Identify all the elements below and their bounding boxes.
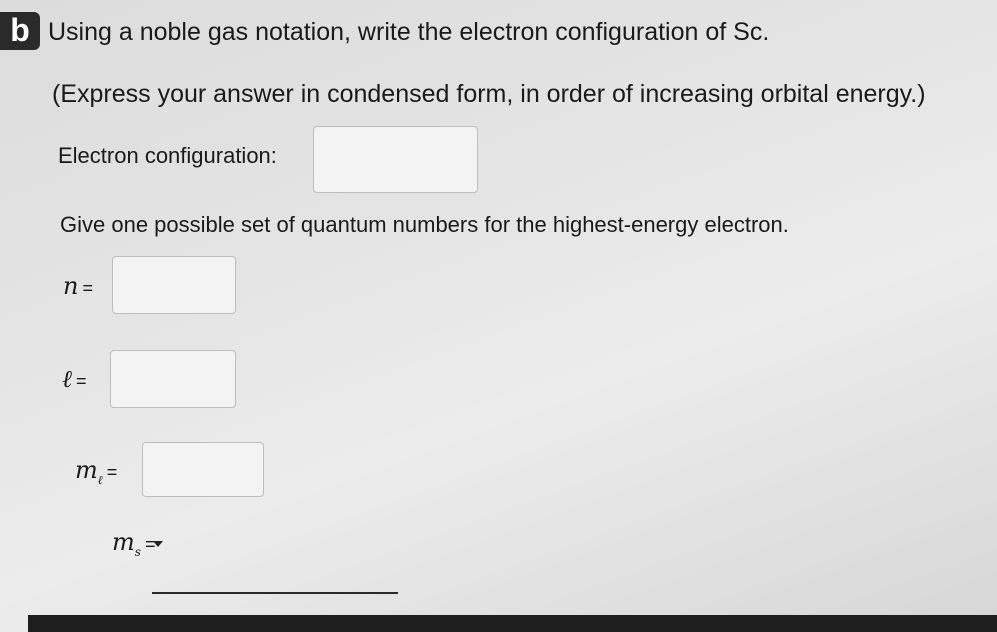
l-label xyxy=(62,365,87,394)
divider xyxy=(152,592,398,594)
electron-configuration-input[interactable] xyxy=(313,126,478,193)
ms-equals: = xyxy=(144,534,156,554)
footer-bar xyxy=(28,615,997,632)
l-symbol: ℓ xyxy=(62,365,72,393)
question-instruction: (Express your answer in condensed form, in order of increasing orbital energy.) xyxy=(52,80,926,108)
ml-symbol: m xyxy=(75,456,98,484)
caret-down-icon xyxy=(153,541,163,547)
ml-input[interactable] xyxy=(142,442,264,497)
l-input[interactable] xyxy=(110,350,236,408)
ml-subscript: ℓ xyxy=(97,472,103,487)
ms-symbol: m xyxy=(112,528,135,556)
ms-subscript: s xyxy=(134,544,141,559)
question-part-badge: b xyxy=(0,12,40,50)
quantum-numbers-prompt: Give one possible set of quantum numbers for the highest-energy electron. xyxy=(60,212,789,237)
l-equals: = xyxy=(76,371,87,391)
n-equals: = xyxy=(82,278,93,298)
n-input[interactable] xyxy=(112,256,236,314)
ms-dropdown[interactable] xyxy=(151,538,165,550)
n-symbol: n xyxy=(63,272,79,300)
ml-label xyxy=(75,456,117,488)
n-label xyxy=(63,272,93,300)
question-title: Using a noble gas notation, write the electron configuration of Sc. xyxy=(48,18,770,46)
ms-label xyxy=(112,528,155,559)
electron-configuration-label: Electron configuration: xyxy=(58,143,277,168)
ml-equals: = xyxy=(106,462,118,482)
